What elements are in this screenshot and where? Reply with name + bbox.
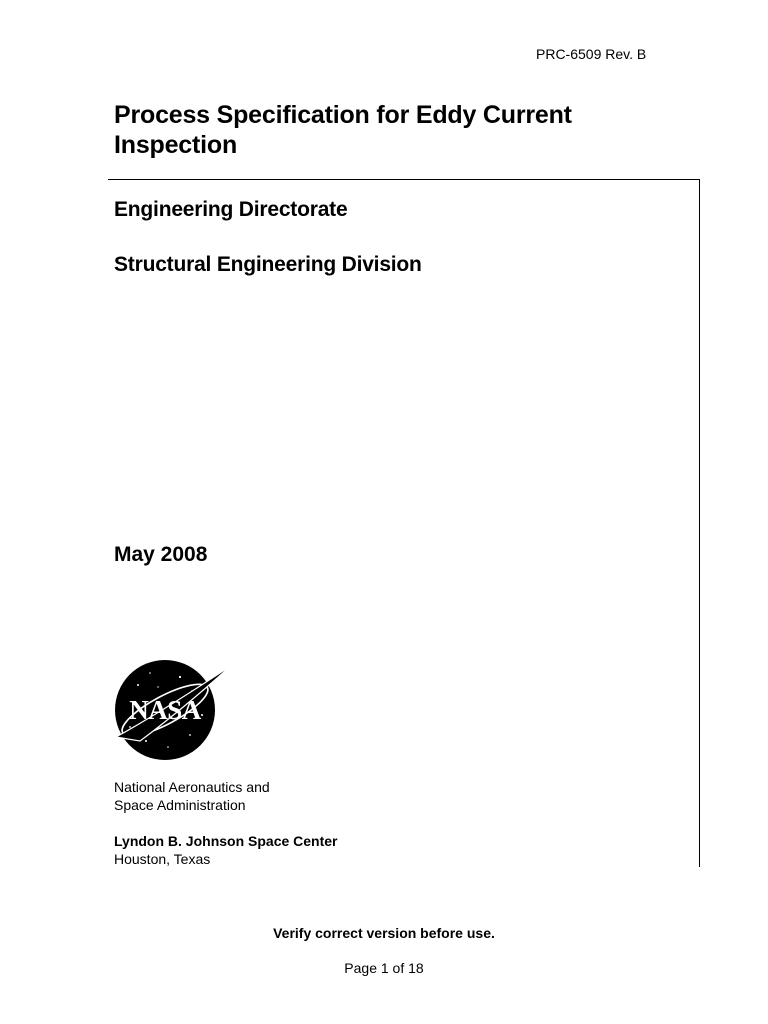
issue-date: May 2008	[114, 543, 208, 566]
document-title: Process Specification for Eddy Current Inspection	[114, 101, 572, 159]
page-number: Page 1 of 18	[344, 960, 424, 976]
agency-name-line-1: National Aeronautics and	[114, 779, 270, 795]
center-location: Houston, Texas	[114, 851, 211, 867]
center-name: Lyndon B. Johnson Space Center	[114, 833, 338, 849]
division-heading: Structural Engineering Division	[114, 253, 422, 276]
nasa-logo-text: NASA	[129, 695, 201, 725]
version-notice: Verify correct version before use.	[273, 925, 495, 941]
document-number: PRC-6509 Rev. B	[536, 46, 647, 62]
nasa-logo-icon	[110, 655, 235, 765]
directorate-heading: Engineering Directorate	[114, 198, 348, 221]
agency-name-line-2: Space Administration	[114, 797, 246, 813]
